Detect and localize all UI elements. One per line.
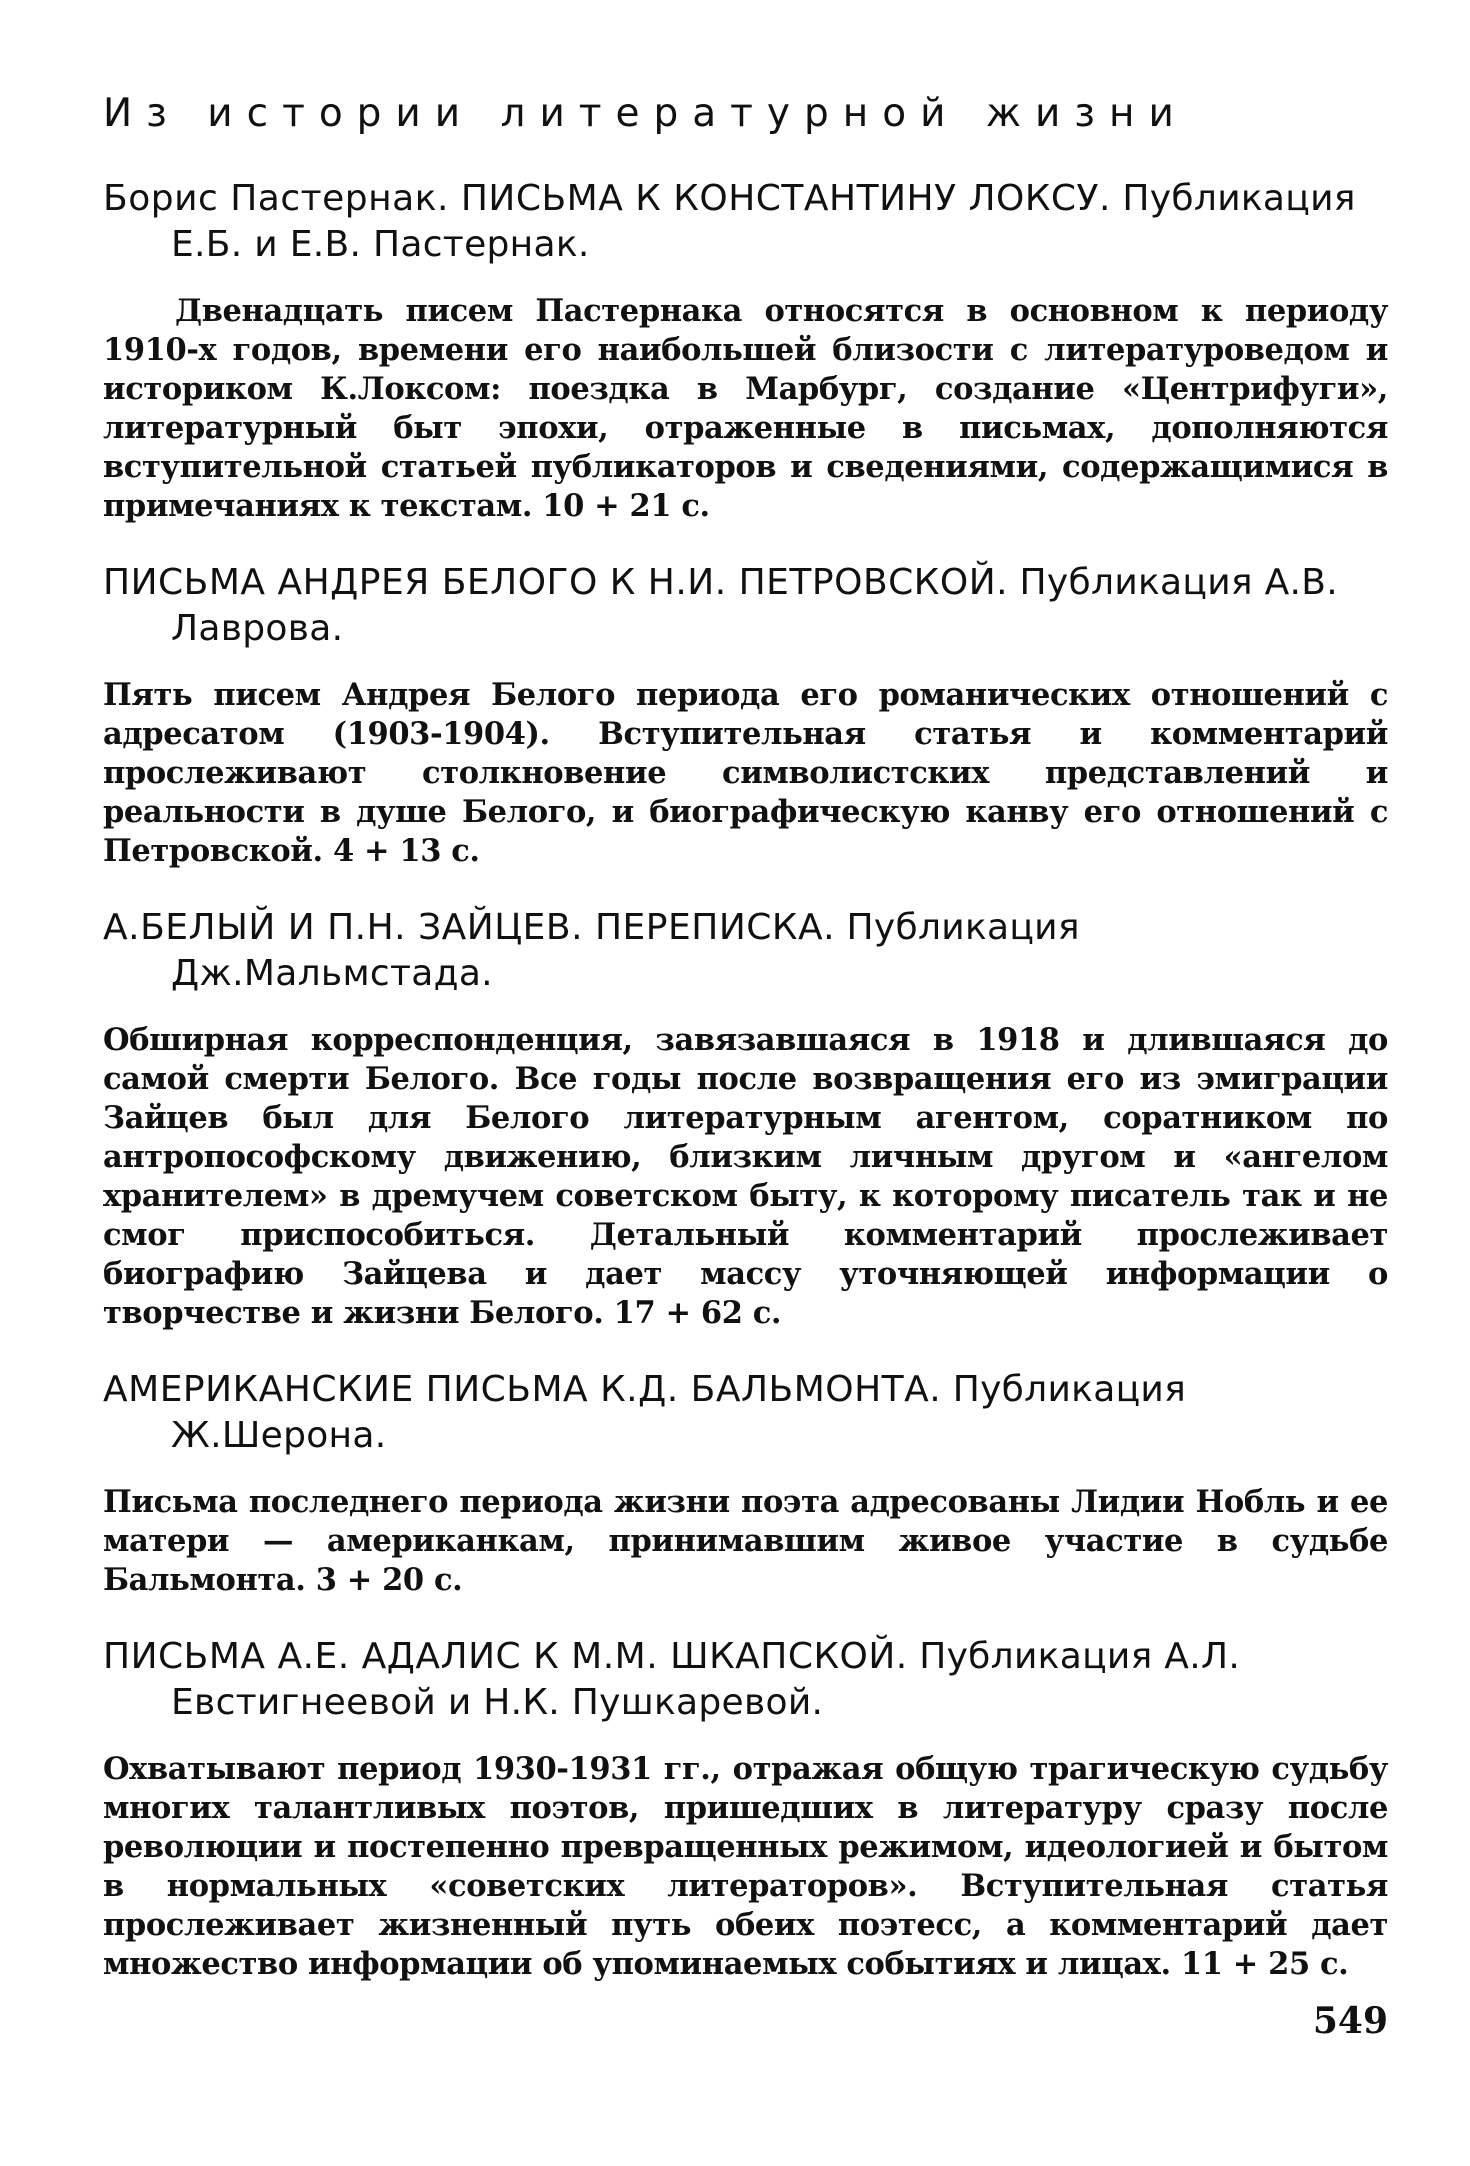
entry-summary: Охватывают период 1930-1931 гг., отражая общую трагическую судьбу многих талантливых поэтов, пришедших в литературу сразу после революции и постепенно превращенных режимом, идеологией и бытом в нормальных «советских литераторов». Вступительная статья прослеживает жизненный путь обеих поэтесс, а комментарий дает множество информации об упоминаемых событиях и лицах. 11 + 25 с. xyxy=(103,1751,1388,1982)
entry-title: ПИСЬМА АНДРЕЯ БЕЛОГО К Н.И. ПЕТРОВСКОЙ. xyxy=(103,562,1009,603)
entry-title: А.БЕЛЫЙ И П.Н. ЗАЙЦЕВ. ПЕРЕПИСКА. xyxy=(103,907,836,948)
entry-heading xyxy=(103,176,1388,268)
entry-heading xyxy=(103,905,1388,997)
entry-title: ПИСЬМА А.Е. АДАЛИС К М.М. ШКАПСКОЙ. xyxy=(103,1636,908,1677)
entry-summary: Обширная корреспонденция, завязавшаяся в 1918 и длившаяся до самой смерти Белого. Все годы после возвращения его из эмиграции Зайцев был для Белого литературным агентом, соратником по антропософскому движению, близким личным другом и «ангелом хранителем» в дремучем советском быту, к которому писатель так и не смог приспособиться. Детальный комментарий прослеживает биографию Зайцева и дает массу уточняющей информации о творчестве и жизни Белого. 17 + 62 с. xyxy=(103,1022,1388,1331)
entry-summary: Двенадцать писем Пастернака относятся в основном к периоду 1910-х годов, времени его наибольшей близости с литературоведом и историком К.Локсом: поездка в Марбург, создание «Центрифуги», литературный быт эпохи, отраженные в письмах, дополняются вступительной статьей публикаторов и сведениями, содержащимися в примечаниях к текстам. 10 + 21 с. xyxy=(103,293,1388,524)
entry-credit: Публикация А.Л. Евстигнеевой и Н.К. Пушкаревой. xyxy=(171,1636,1241,1723)
entry-credit: Публикация Дж.Мальмстада. xyxy=(171,907,1080,994)
entry-adalis-shkapskaya xyxy=(103,1634,1388,1984)
entry-title: АМЕРИКАНСКИЕ ПИСЬМА К.Д. БАЛЬМОНТА. xyxy=(103,1369,942,1410)
entry-credit: Публикация А.В. Лаврова. xyxy=(171,562,1339,649)
document-page xyxy=(103,88,1388,1984)
section-title: Из истории литературной жизни xyxy=(103,91,1188,136)
entry-credit: Публикация Е.Б. и Е.В. Пастернак. xyxy=(171,178,1356,265)
entry-bely-petrovskaya xyxy=(103,560,1388,871)
page-number: 549 xyxy=(1312,2000,1388,2042)
entry-title: Борис Пастернак. ПИСЬМА К КОНСТАНТИНУ ЛОКСУ. xyxy=(103,178,1111,219)
entry-summary: Письма последнего периода жизни поэта адресованы Лидии Нобль и ее матери — американкам, принимавшим живое участие в судьбе Бальмонта. 3 + 20 с. xyxy=(103,1484,1388,1598)
entry-summary: Пять писем Андрея Белого периода его романических отношений с адресатом (1903-1904). Вступительная статья и комментарий прослеживают столкновение символистских представлений и реальности в душе Белого, и биографическую канву его отношений с Петровской. 4 + 13 с. xyxy=(103,677,1388,869)
entry-credit: Публикация Ж.Шерона. xyxy=(171,1369,1187,1456)
entry-balmont xyxy=(103,1367,1388,1600)
entry-heading xyxy=(103,560,1388,652)
entry-bely-zaitsev xyxy=(103,905,1388,1333)
entry-pasternak-loks xyxy=(103,176,1388,526)
entry-heading xyxy=(103,1634,1388,1726)
entry-heading xyxy=(103,1367,1388,1459)
